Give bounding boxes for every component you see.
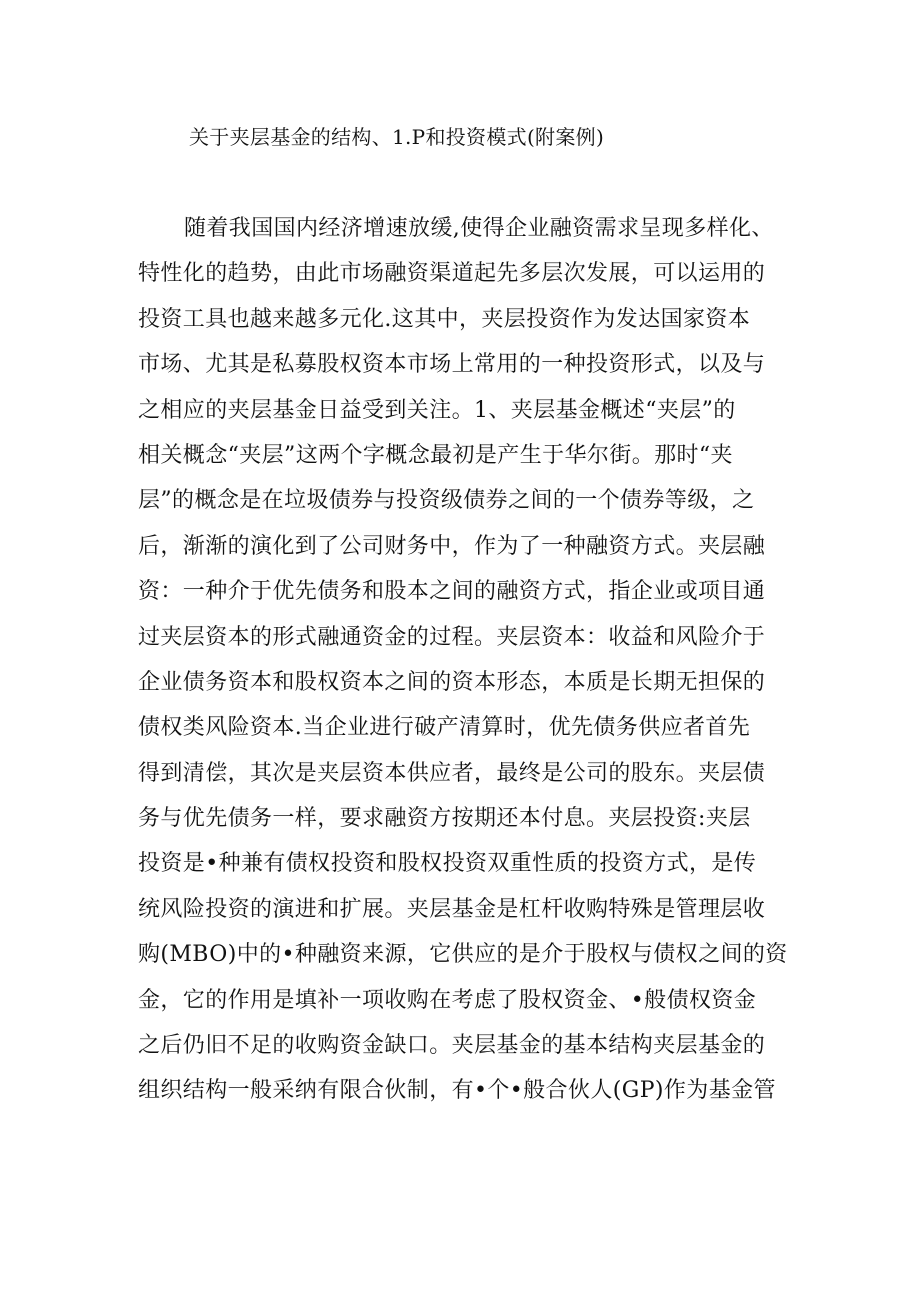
body-paragraph (138, 206, 798, 1114)
paragraph-line: 统风险投资的演进和扩展。夹层基金是杠杆收购特殊是管理层收 (138, 896, 766, 922)
paragraph-line: 购(MBO)中的•种融资来源，它供应的是介于股权与债权之间的资 (138, 942, 788, 968)
paragraph-line: 之后仍旧不足的收购资金缺口。夹层基金的基本结构夹层基金的 (138, 1033, 766, 1059)
paragraph-line: 随着我国国内经济增速放缓,使得企业融资需求呈现多样化、 (184, 216, 774, 241)
paragraph-line: 层”的概念是在垃圾债券与投资级债券之间的一个债券等级，之 (138, 488, 755, 514)
document-title: 关于夹层基金的结构、1.P和投资模式(附案例) (189, 125, 605, 149)
paragraph-line: 投资工具也越来越多元化.这其中，夹层投资作为发达国家资本 (138, 306, 751, 332)
paragraph-line: 特性化的趋势，由此市场融资渠道起先多层次发展，可以运用的 (138, 261, 766, 287)
paragraph-line: 得到清偿，其次是夹层资本供应者，最终是公司的股东。夹层债 (138, 760, 766, 786)
paragraph-line: 投资是•种兼有债权投资和股权投资双重性质的投资方式，是传 (138, 851, 757, 877)
paragraph-line: 企业债务资本和股权资本之间的资本形态，本质是长期无担保的 (138, 669, 766, 695)
paragraph-line: 相关概念“夹层”这两个字概念最初是产生于华尔街。那时“夹 (138, 442, 733, 468)
paragraph-line: 债权类风险资本.当企业进行破产清算时，优先债务供应者首先 (138, 715, 751, 741)
paragraph-line: 组织结构一般采纳有限合伙制，有•个•般合伙人(GP)作为基金管 (138, 1078, 776, 1104)
paragraph-line: 市场、尤其是私募股权资本市场上常用的一种投资形式，以及与 (138, 352, 766, 378)
paragraph-line: 后，渐渐的演化到了公司财务中，作为了一种融资方式。夹层融 (138, 533, 766, 559)
paragraph-line: 之相应的夹层基金日益受到关注。1、夹层基金概述“夹层”的 (138, 397, 736, 423)
paragraph-line: 过夹层资本的形式融通资金的过程。夹层资本：收益和风险介于 (138, 624, 766, 650)
paragraph-line: 务与优先债务一样，要求融资方按期还本付息。夹层投资:夹层 (138, 806, 751, 832)
paragraph-line: 资：一种介于优先债务和股本之间的融资方式，指企业或项目通 (138, 579, 766, 605)
paragraph-line: 金，它的作用是填补一项收购在考虑了股权资金、•般债权资金 (138, 987, 757, 1013)
